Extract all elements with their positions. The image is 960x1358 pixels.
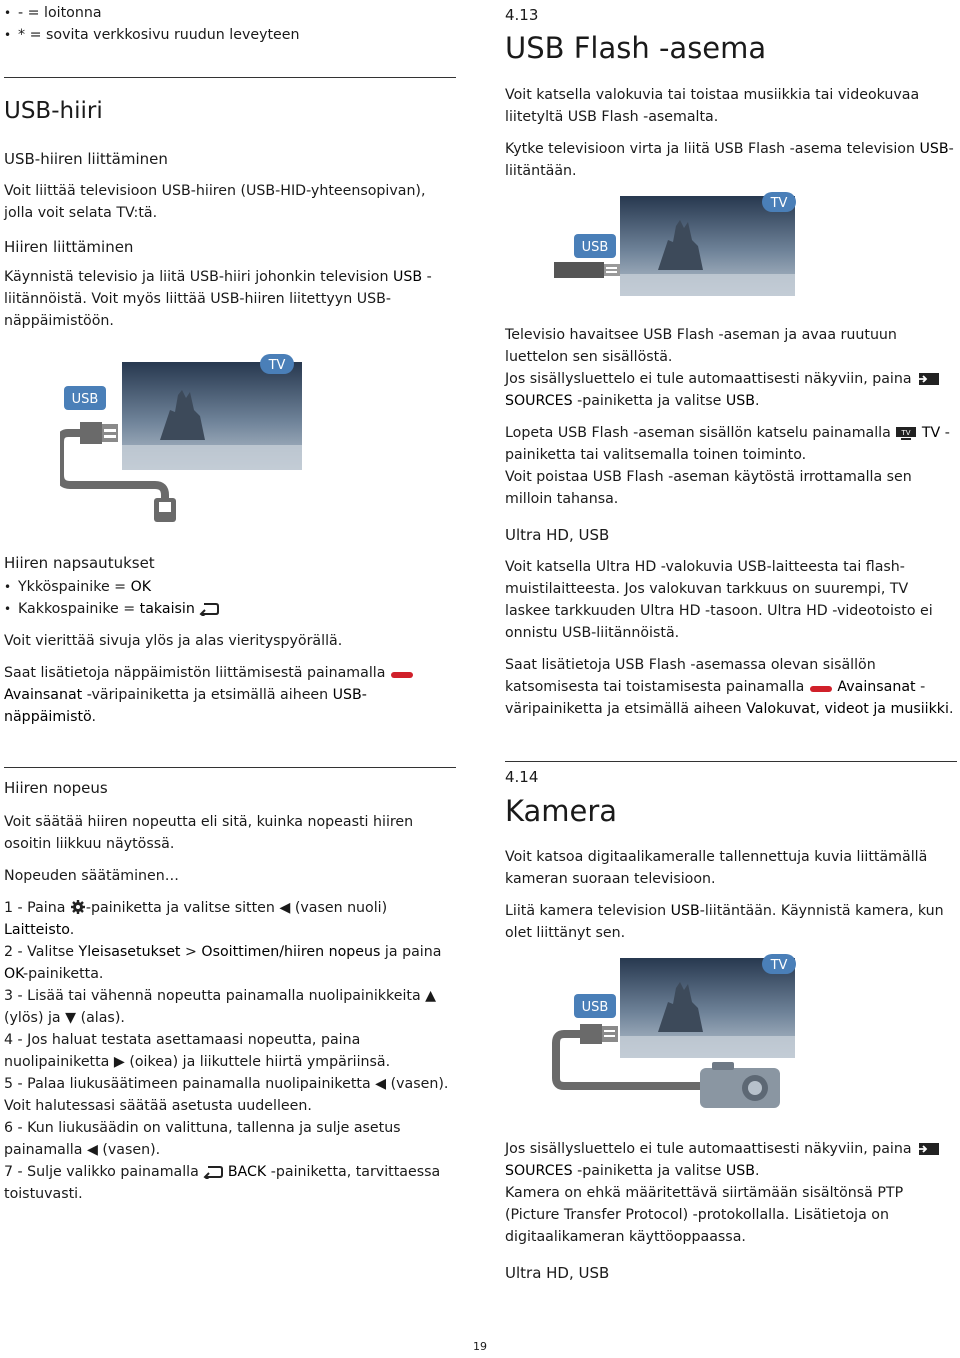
page-number: 19 xyxy=(473,1340,487,1353)
back-icon xyxy=(203,1165,223,1179)
mouse-connect-heading: Hiiren liittäminen xyxy=(4,238,134,256)
usb-label: USB xyxy=(581,240,609,255)
usb-flash-intro: Voit katsella valokuvia tai toistaa musiikkia tai videokuvaa liitetyltä USB Flash -asemalta. xyxy=(505,87,920,125)
usb-label: USB xyxy=(581,1000,609,1015)
remove-text: Voit poistaa USB Flash -aseman käytöstä irrottamalla sen milloin tahansa. xyxy=(505,469,912,507)
usb-flash-usage-block xyxy=(505,324,957,720)
section-divider xyxy=(4,767,456,768)
tv-label-badge xyxy=(260,354,294,374)
usb-label-badge xyxy=(64,386,106,410)
uhd-text: Voit katsella Ultra HD -valokuvia USB-laitteesta tai flash-muistilaitteesta. Jos valokuvan tarkkuus on suurempi, TV laskee tarkkuuden Ultra HD -tasoon. Ultra HD -videotoisto ei onnistu USB-liitännöistä. xyxy=(505,559,933,641)
gear-icon xyxy=(70,899,86,915)
right-arrow-icon: ▶ xyxy=(113,1054,125,1070)
camera-usage-block xyxy=(505,1138,957,1284)
camera-intro: Voit katsoa digitaalikameralle tallennettuja kuvia liittämällä kameran suoraan televisioon. xyxy=(505,849,928,887)
red-key-icon xyxy=(809,684,833,694)
usb-mouse-connection-illustration xyxy=(60,350,310,525)
usb-flash-intro-block xyxy=(505,84,957,182)
section-divider xyxy=(4,77,456,78)
usb-mouse-connect-block xyxy=(4,148,456,332)
no-list-text: Jos sisällysluettelo ei tule automaattisesti näkyviin, paina SOURCES -painiketta ja valitse USB. xyxy=(505,368,957,412)
back-icon xyxy=(199,602,219,616)
up-arrow-icon: ▲ xyxy=(425,988,437,1004)
section-number: 4.13 xyxy=(505,6,539,24)
sources-icon xyxy=(916,1142,940,1156)
red-key-icon xyxy=(390,670,414,680)
stop-text: Lopeta USB Flash -aseman sisällön katselu painamalla TV TV -painiketta tai valitsemalla toinen toiminto. xyxy=(505,425,950,463)
clicks-heading: Hiiren napsautukset xyxy=(4,554,155,572)
left-click-item: • Ykköspainike = OK xyxy=(4,576,456,598)
speed-heading: Hiiren nopeus xyxy=(4,779,108,797)
step-5-note: Voit halutessasi säätää asetusta uudelleen. xyxy=(4,1098,312,1114)
detect-text: Televisio havaitsee USB Flash -aseman ja avaa ruutuun luettelon sen sisällöstä. xyxy=(505,327,897,365)
section-title-2: Kamera xyxy=(505,794,618,828)
section-title: USB Flash -asema xyxy=(505,31,767,65)
left-arrow-icon: ◀ xyxy=(375,1076,387,1092)
camera-no-list: Jos sisällysluettelo ei tule automaattisesti näkyviin, paina SOURCES -painiketta ja valitse USB. xyxy=(505,1138,957,1182)
left-arrow-icon: ◀ xyxy=(279,900,291,916)
camera-icon xyxy=(700,1062,780,1108)
usb-connector-slot xyxy=(159,502,171,512)
bullet-fit-width: • * = sovita verkkosivu ruudun leveyteen xyxy=(4,24,456,46)
section-divider xyxy=(505,761,957,762)
tv-label: TV xyxy=(770,196,788,211)
usb-flash-drive-icon xyxy=(554,262,620,278)
mouse-clicks-block xyxy=(4,552,456,728)
usb-plug-icon xyxy=(580,1024,618,1044)
zoom-bullet-list xyxy=(4,2,456,46)
camera-connect: Liitä kamera television USB-liitäntään. Käynnistä kamera, kun olet liittänyt sen. xyxy=(505,903,944,941)
left-column xyxy=(4,2,456,46)
step-7: 7 - Sulje valikko painamalla BACK -painiketta, tarvittaessa toistuvasti. xyxy=(4,1164,441,1202)
tv-screen xyxy=(122,362,302,470)
camera-connection-illustration xyxy=(550,950,800,1120)
sources-icon xyxy=(916,372,940,386)
step-1: 1 - Paina -painiketta ja valitse sitten ◀ (vasen nuoli) Laitteisto. xyxy=(4,900,388,938)
tv-label: TV xyxy=(268,358,286,373)
mouse-connect-text: Käynnistä televisio ja liitä USB-hiiri johonkin television USB -liitännöistä. Voit myös liittää USB-hiiren liitettyyn USB-näppäimistöön. xyxy=(4,269,432,329)
step-4: 4 - Jos haluat testata asettamaasi nopeutta, paina nuolipainiketta ▶ (oikea) ja liikuttele hiirtä ympäriinsä. xyxy=(4,1032,391,1070)
uhd-heading: Ultra HD, USB xyxy=(505,526,610,544)
speed-text: Voit säätää hiiren nopeutta eli sitä, kuinka nopeasti hiiren osoitin liikkuu näytössä. xyxy=(4,814,414,852)
step-5: 5 - Palaa liukusäätimeen painamalla nuolipainiketta ◀ (vasen). xyxy=(4,1076,449,1092)
camera-intro-block xyxy=(505,846,957,944)
usb-mouse-title: USB-hiiri xyxy=(4,98,103,124)
tv-icon xyxy=(895,426,917,440)
usb-more-info: Saat lisätietoja USB Flash -asemassa olevan sisällön katsomisesta tai toistamisesta painamalla Avainsanat -väripainiketta ja etsimällä aiheen Valokuvat, videot ja musiikki. xyxy=(505,657,954,717)
left-arrow-icon: ◀ xyxy=(86,1142,98,1158)
tv-label: TV xyxy=(770,958,788,973)
camera-uhd-heading: Ultra HD, USB xyxy=(505,1264,610,1282)
down-arrow-icon: ▼ xyxy=(65,1010,77,1026)
scroll-text: Voit vierittää sivuja ylös ja alas vierityspyörällä. xyxy=(4,633,343,649)
usb-flash-connection-illustration xyxy=(550,188,800,298)
usb-label-badge xyxy=(574,234,616,258)
step-3: 3 - Lisää tai vähennä nopeutta painamalla nuolipainikkeita ▲ (ylös) ja ▼ (alas). xyxy=(4,988,437,1026)
usb-plug-icon xyxy=(80,422,118,444)
connect-heading: USB-hiiren liittäminen xyxy=(4,150,168,168)
section-number-2: 4.14 xyxy=(505,768,539,786)
speed-adjust-label: Nopeuden säätäminen… xyxy=(4,868,179,884)
right-click-item: • Kakkospainike = takaisin xyxy=(4,598,456,620)
tv-label-badge xyxy=(762,954,796,974)
step-2: 2 - Valitse Yleisasetukset > Osoittimen/hiiren nopeus ja paina OK-painiketta. xyxy=(4,944,442,982)
usb-label-badge xyxy=(574,994,616,1018)
tv-label-badge xyxy=(762,192,796,212)
keyboard-more-info: Saat lisätietoja näppäimistön liittämisestä painamalla Avainsanat -väripainiketta ja etsimällä aiheen USB-näppäimistö. xyxy=(4,662,456,728)
step-6: 6 - Kun liukusäädin on valittuna, tallenna ja sulje asetus painamalla ◀ (vasen). xyxy=(4,1120,401,1158)
usb-flash-connect: Kytke televisioon virta ja liitä USB Flash -asema television USB-liitäntään. xyxy=(505,141,954,179)
mouse-speed-block xyxy=(4,777,456,1205)
connect-text: Voit liittää televisioon USB-hiiren (USB-HID-yhteensopivan), jolla voit selata TV:tä. xyxy=(4,183,426,221)
svg-text:TV: TV xyxy=(901,429,911,437)
camera-ptp-text: Kamera on ehkä määritettävä siirtämään sisältönsä PTP (Picture Transfer Protocol) -protokollalla. Lisätietoja on digitaalikameran käyttöoppaassa. xyxy=(505,1185,904,1245)
bullet-zoom-out: • - = loitonna xyxy=(4,2,456,24)
clicks-list xyxy=(4,576,456,620)
usb-label: USB xyxy=(71,392,99,407)
